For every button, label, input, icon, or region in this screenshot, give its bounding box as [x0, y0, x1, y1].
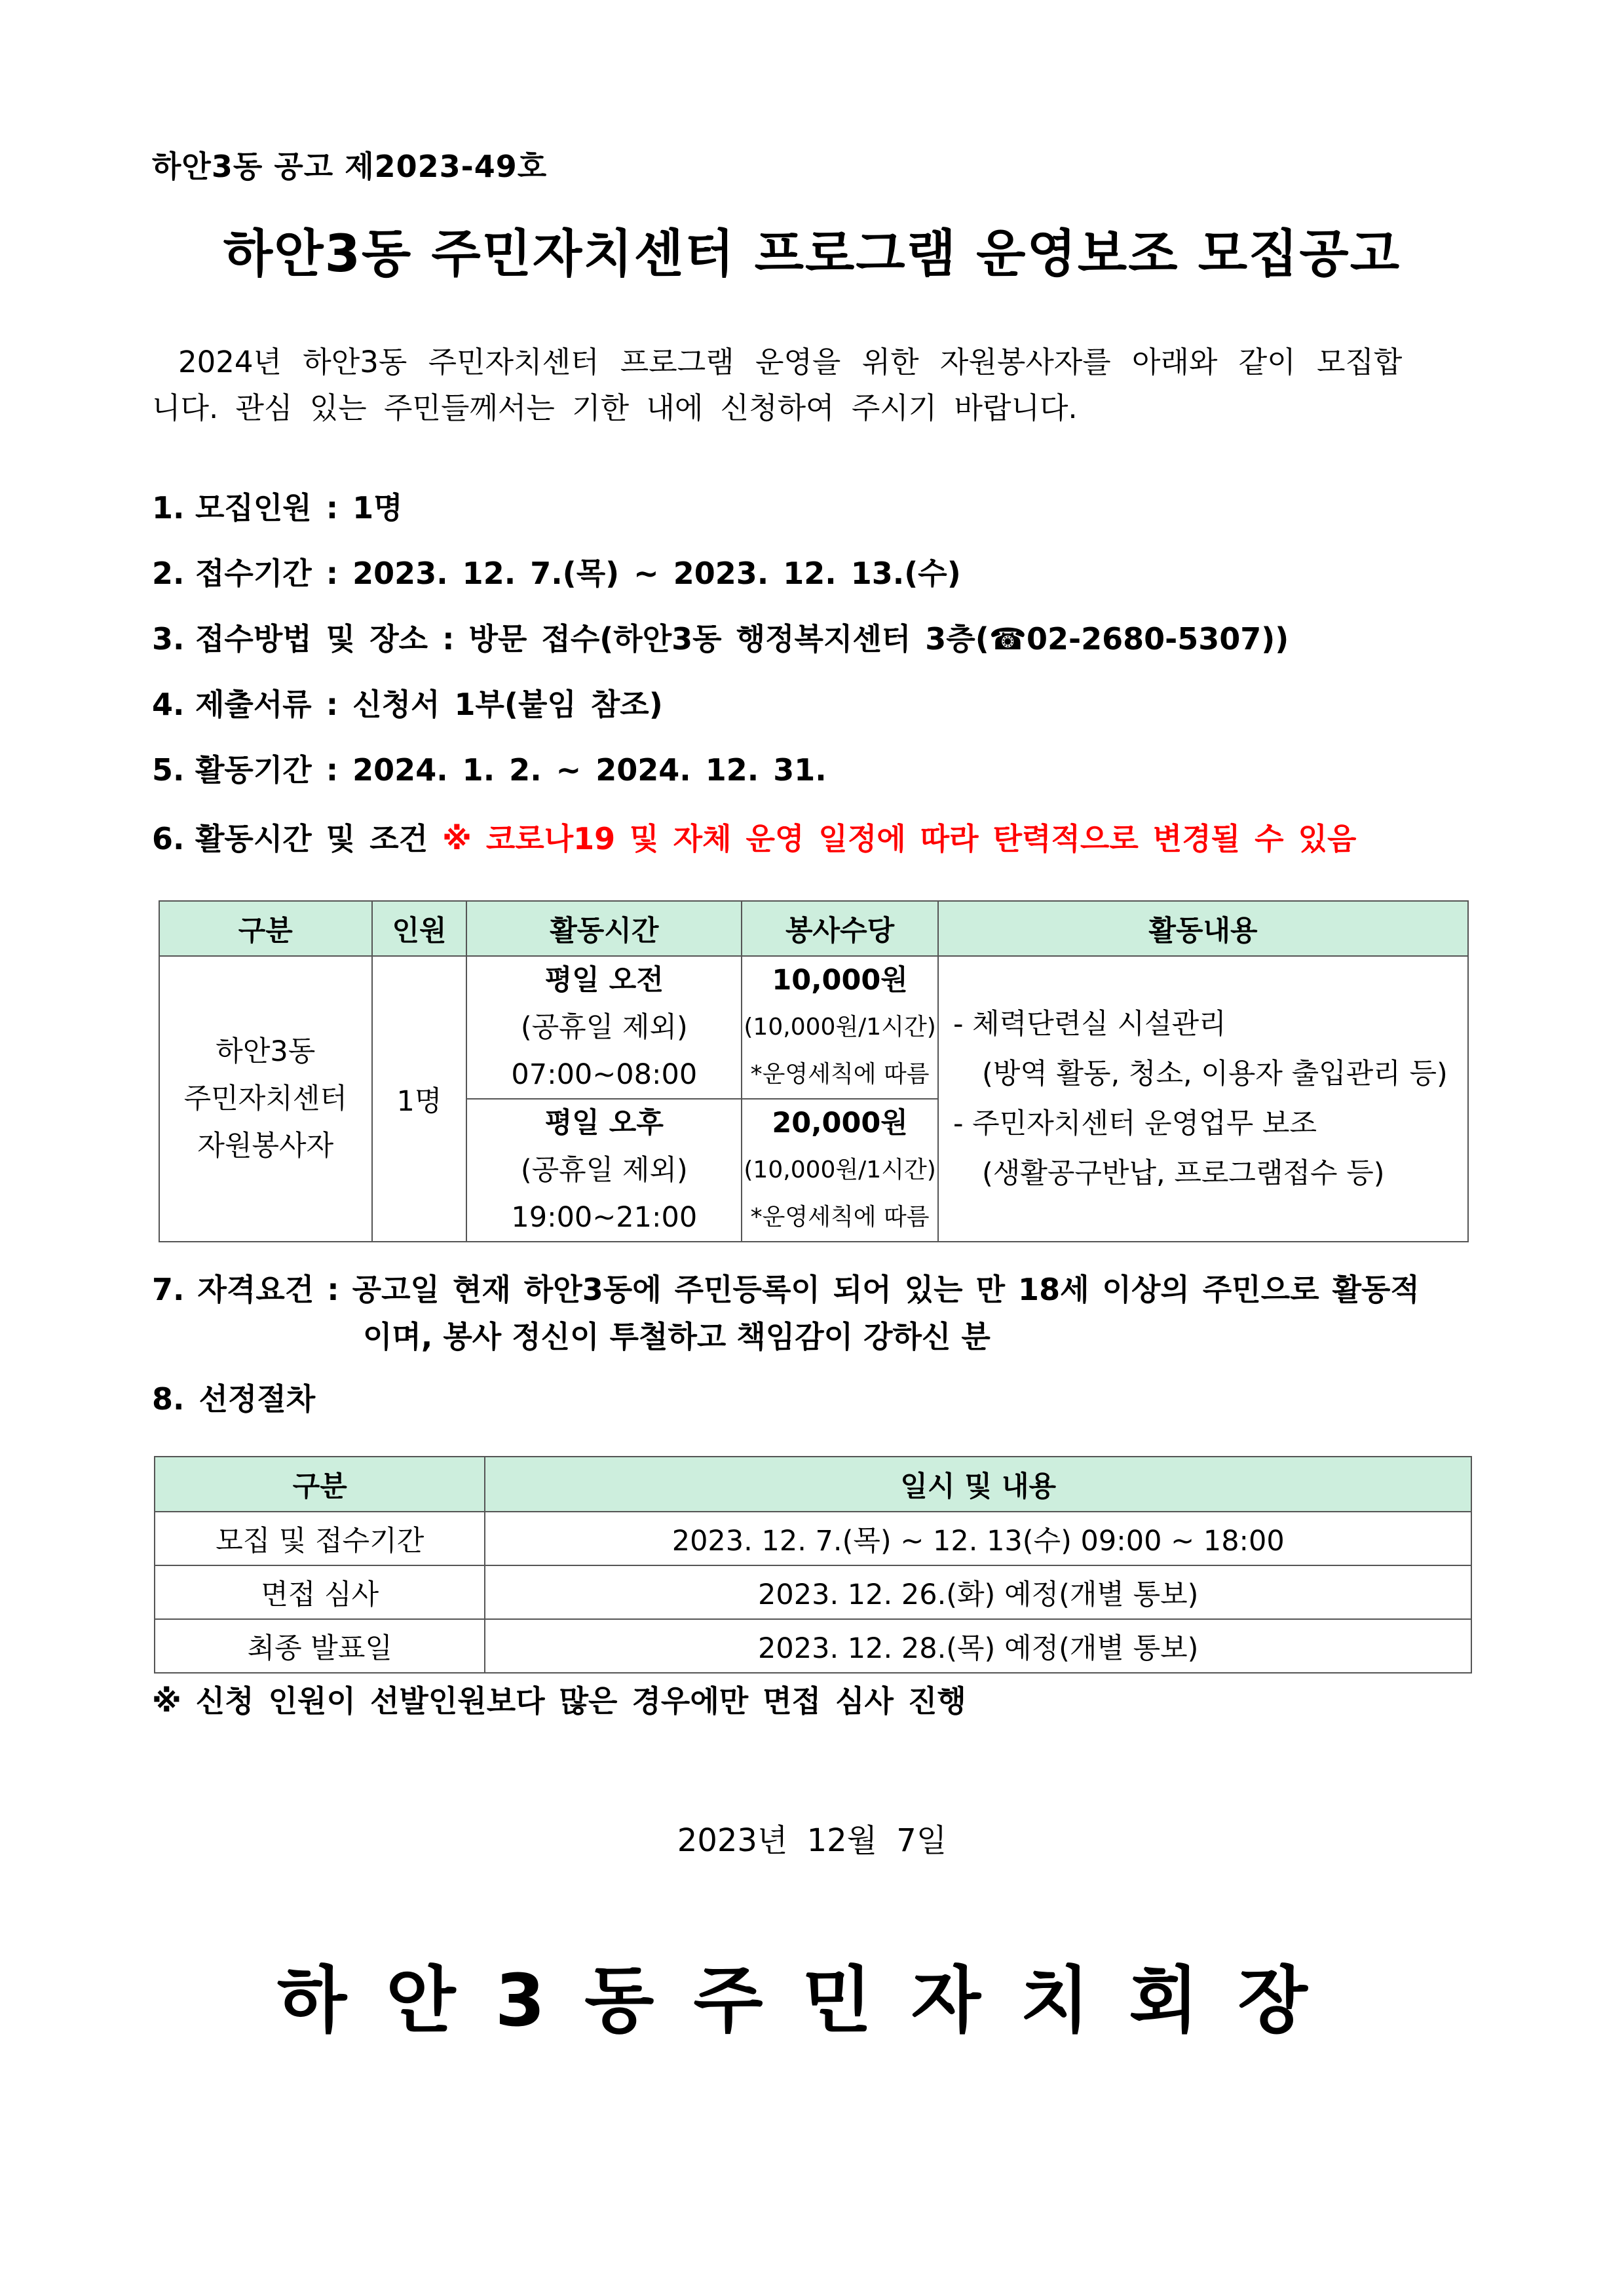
qualification: [152, 1266, 1482, 1360]
item-text: 접수기간 : 2023. 12. 7.(목) ~ 2023. 12. 13.(수): [195, 556, 961, 591]
item-number: 1.: [152, 490, 185, 526]
category-line: 하안3동: [216, 1035, 316, 1068]
issue-date: 2023년 12월 7일: [677, 1822, 947, 1859]
selection-table: [154, 1456, 1472, 1674]
category-cell: [159, 956, 372, 1242]
pay-detail: (10,000원/1시간): [744, 1157, 936, 1183]
pay-note: *운영세칙에 따름: [750, 1061, 930, 1088]
pay-amount: 10,000원: [772, 964, 908, 997]
item-text: 활동시간 및 조건: [195, 821, 428, 856]
header-category: 구분: [159, 901, 372, 956]
evening-time-cell: [466, 1099, 742, 1242]
item-number: 4.: [152, 687, 185, 722]
item-text: 접수방법 및 장소 : 방문 접수(하안3동 행정복지센터 3층(☎02-2680-5307)): [195, 621, 1289, 657]
item-number: 6.: [152, 821, 185, 856]
intro-line-1: 2024년 하안3동 주민자치센터 프로그램 운영을 위한 자원봉사자를 아래와 같이 모집합: [178, 345, 1403, 379]
intro-paragraph: [152, 339, 1473, 431]
shift-name: 평일 오전: [544, 964, 664, 997]
evening-pay-cell: [742, 1099, 938, 1242]
headcount-cell: 1명: [372, 956, 467, 1242]
shift-time: 07:00~08:00: [511, 1058, 698, 1091]
pay-note: *운영세칙에 따름: [750, 1204, 930, 1231]
qualification-line-1: 7. 자격요건 : 공고일 현재 하안3동에 주민등록이 되어 있는 만 18세 이상의 주민으로 활동적: [152, 1272, 1420, 1307]
header-duties: 활동내용: [938, 901, 1468, 956]
pay-amount: 20,000원: [772, 1107, 908, 1139]
row-label: 면접 심사: [155, 1565, 485, 1619]
activity-table-header: [159, 901, 1468, 956]
table-row: [155, 1619, 1471, 1673]
item-number: 2.: [152, 556, 185, 591]
activity-table: [159, 900, 1469, 1242]
duty-detail: (방역 활동, 청소, 이용자 출입관리 등): [982, 1058, 1448, 1090]
row-label: 최종 발표일: [155, 1619, 485, 1673]
table-row: [155, 1512, 1471, 1565]
intro-line-2: 니다. 관심 있는 주민들께서는 기한 내에 신청하여 주시기 바랍니다.: [152, 391, 1078, 425]
row-label: 모집 및 접수기간: [155, 1512, 485, 1565]
duty-detail: (생활공구반납, 프로그램접수 등): [982, 1157, 1385, 1190]
header-pay: 봉사수당: [742, 901, 938, 956]
table-row: [159, 956, 1468, 1099]
item-activity-period: [152, 750, 827, 790]
covid-notice: ※ 코로나19 및 자체 운영 일정에 따라 탄력적으로 변경될 수 있음: [442, 821, 1357, 856]
item-text: 활동기간 : 2024. 1. 2. ~ 2024. 12. 31.: [195, 752, 827, 788]
item-recruit-count: [152, 488, 403, 527]
row-value: 2023. 12. 7.(목) ~ 12. 13(수) 09:00 ~ 18:00: [485, 1512, 1471, 1565]
selection-table-header: [155, 1457, 1471, 1512]
qualification-line-2: 이며, 봉사 정신이 투철하고 책임감이 강하신 분: [363, 1319, 991, 1354]
notice-number: 하안3동 공고 제2023-49호: [152, 149, 548, 184]
item-number: 3.: [152, 621, 185, 657]
row-value: 2023. 12. 26.(화) 예정(개별 통보): [485, 1565, 1471, 1619]
item-application-method: [152, 619, 1289, 659]
item-application-period: [152, 554, 961, 593]
shift-name: 평일 오후: [544, 1107, 664, 1139]
item-text: 제출서류 : 신청서 1부(붙임 참조): [195, 687, 663, 722]
shift-exclude: (공휴일 제외): [520, 1011, 688, 1044]
shift-exclude: (공휴일 제외): [520, 1154, 688, 1187]
header-category: 구분: [155, 1457, 485, 1512]
item-activity-time: [152, 819, 1356, 858]
row-value: 2023. 12. 28.(목) 예정(개별 통보): [485, 1619, 1471, 1673]
category-line: 주민자치센터: [183, 1082, 347, 1115]
duty-item: - 체력단련실 시설관리: [953, 1008, 1226, 1041]
item-documents: [152, 685, 663, 724]
morning-pay-cell: [742, 956, 938, 1099]
header-headcount: 인원: [372, 901, 467, 956]
table-row: [155, 1565, 1471, 1619]
document-title: 하안3동 주민자치센터 프로그램 운영보조 모집공고: [223, 225, 1401, 284]
item-text: 모집인원 : 1명: [195, 490, 403, 526]
interview-note: ※ 신청 인원이 선발인원보다 많은 경우에만 면접 심사 진행: [152, 1683, 966, 1719]
duties-cell: [938, 956, 1468, 1242]
category-line: 자원봉사자: [197, 1130, 334, 1162]
item-number: 5.: [152, 752, 185, 788]
selection-heading: 8. 선정절차: [152, 1381, 316, 1417]
issuer-name: 하안3동주민자치회장: [277, 1959, 1347, 2042]
header-time: 활동시간: [466, 901, 742, 956]
pay-detail: (10,000원/1시간): [744, 1014, 936, 1041]
shift-time: 19:00~21:00: [511, 1201, 698, 1234]
morning-time-cell: [466, 956, 742, 1099]
duty-item: - 주민자치센터 운영업무 보조: [953, 1107, 1317, 1140]
header-schedule: 일시 및 내용: [485, 1457, 1471, 1512]
